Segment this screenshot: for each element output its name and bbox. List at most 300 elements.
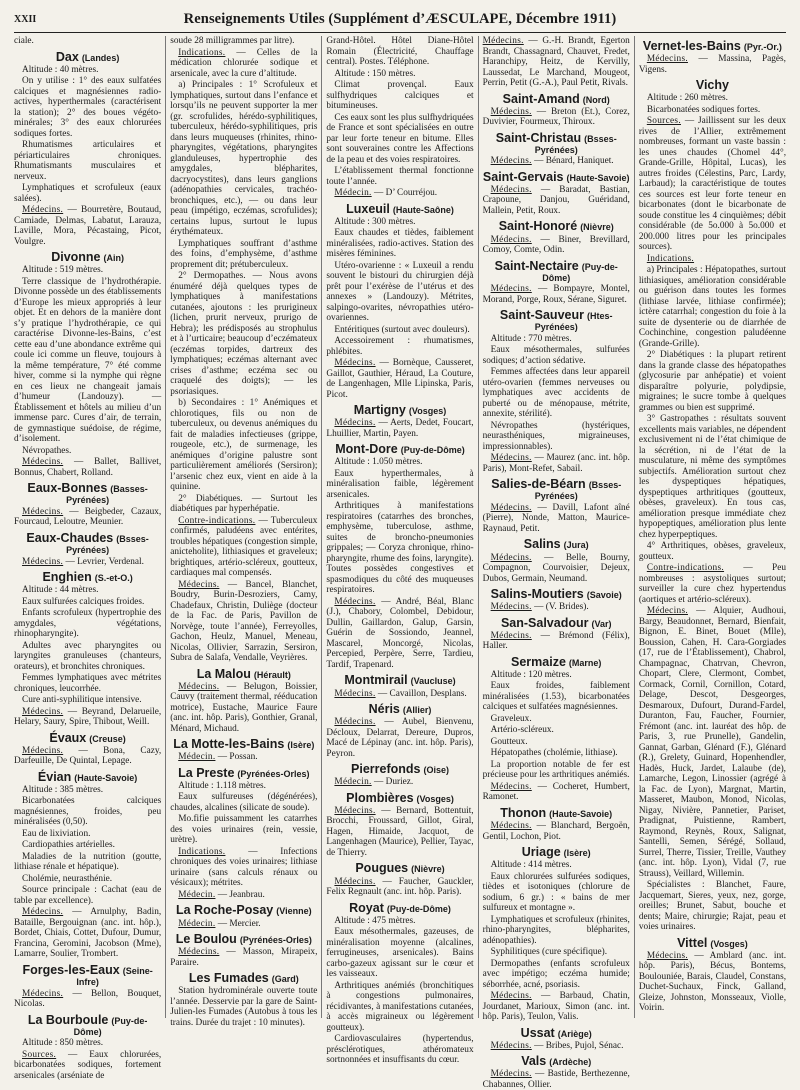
resort-name: Divonne xyxy=(51,250,101,265)
entry-paragraph xyxy=(483,947,630,958)
resort-entry xyxy=(170,766,317,901)
paragraph-text: — Bompayre, Montel, Morand, Porge, Roux, Sérane, Siguret. xyxy=(482,284,630,305)
entry-paragraph xyxy=(326,418,473,439)
resort-heading xyxy=(14,531,161,556)
paragraph-text: Eaux chlorurées sulfurées sodiques, tièdes et isotoniques (chlorure de sodium, 6 gr.) : « bains de mer sulfureux et montagne ». xyxy=(482,871,630,914)
entry-paragraph xyxy=(483,915,630,947)
entry-paragraph xyxy=(639,951,786,1014)
entry-paragraph xyxy=(483,107,630,128)
paragraph-text: — Mercier. xyxy=(217,918,261,929)
paragraph-text: Altitude : 300 mètres. xyxy=(334,216,416,227)
entry-paragraph xyxy=(14,76,161,139)
resort-heading xyxy=(14,963,161,988)
entry-paragraph xyxy=(14,140,161,182)
section-label: Médecins. xyxy=(646,950,688,961)
paragraph-text: Cardiovasculaires (hypertendus, présclérotiques, athéromateux sortnonnées et insuffisants du cœur. xyxy=(326,1034,474,1066)
entry-paragraph xyxy=(14,277,161,445)
entry-paragraph xyxy=(483,959,630,991)
paragraph-text: — Celles de la médication chlorurée sodique et arsenicale, avec la cure d’altitude. xyxy=(170,47,318,79)
entry-paragraph xyxy=(170,986,317,1028)
entry-paragraph xyxy=(170,814,317,846)
section-label: Médecins. xyxy=(22,205,64,216)
entry-paragraph xyxy=(14,673,161,694)
resort-name: Saint-Sauveur xyxy=(499,308,584,323)
resort-region: (Marne) xyxy=(568,657,602,668)
section-label: Médecins. xyxy=(490,781,532,792)
entry-paragraph xyxy=(483,185,630,217)
resort-entry xyxy=(14,250,161,478)
resort-name: Mont-Dore xyxy=(335,442,398,457)
paragraph-text: Altitude : 260 mètres. xyxy=(646,93,728,104)
paragraph-text: Artério-scléreux. xyxy=(490,725,554,736)
entry-paragraph xyxy=(639,541,786,562)
paragraph-text: — Arnulphy, Badin, Bataille, Bergouignan (anc. int. hôp.), Bordet, Chiais, Cottet, Dufour, Dumur, Francina, Geromini, Jacobson (Mme), Lamarre, Soulier, Trombert. xyxy=(14,907,162,960)
entry-paragraph xyxy=(170,80,317,238)
section-label: Médecins. xyxy=(490,552,532,563)
entry-paragraph xyxy=(14,183,161,204)
paragraph-text: Altitude : 475 mètres. xyxy=(334,915,416,926)
paragraph-text: 2° Diabétiques : la plupart retirent dans la grande classe des hépatopathes (glycosurie par anhépatie) et voient disparaître polyurie, polydipsie, migraines; le sucre tombe à quelques grammes ou bien est supprimé. xyxy=(638,350,787,413)
paragraph-text: Altitude : 1.118 mètres. xyxy=(178,780,266,791)
paragraph-text: Entéritiques (surtout avec douleurs). xyxy=(334,324,470,335)
paragraph-text: Altitude : 120 mètres. xyxy=(490,669,572,680)
resort-heading xyxy=(170,932,317,946)
paragraph-text: Graveleux. xyxy=(490,713,532,724)
resort-entry xyxy=(14,36,161,47)
entry-paragraph xyxy=(326,113,473,166)
resort-name: Thonon xyxy=(500,805,547,820)
entry-paragraph xyxy=(483,737,630,748)
paragraph-text: — Beigbeder, Cazaux, Fourcaud, Leloutre, Meunier. xyxy=(14,506,162,528)
paragraph-text: — G.-H. Brandt, Egerton Brandt, Chassagnard, Chauvet, Fredet, Haranchipy, Heitz, de Kervilly, Laussedat, Le Marchand, Mougeot, Perrin, Petit (G.-A.), Paul Petit, Rivals. xyxy=(482,36,630,88)
resort-name: Le Boulou xyxy=(175,932,237,946)
section-label: Médecins. xyxy=(482,36,524,46)
paragraph-text: Névropathes (hystériques, neurasthéniques, migraineuses, impressionnables). xyxy=(482,420,630,452)
resort-name: La Malou xyxy=(196,666,251,681)
resort-name: Uriage xyxy=(521,845,561,859)
entry-paragraph xyxy=(483,367,630,420)
entry-paragraph xyxy=(326,777,473,788)
paragraph-text: Accessoirement : rhumatismes, phlébites. xyxy=(326,336,474,357)
entry-paragraph xyxy=(326,469,473,501)
entry-paragraph xyxy=(483,1041,630,1052)
resort-region: (Isère) xyxy=(287,740,315,751)
resort-region: (Ariège) xyxy=(557,1028,592,1039)
resort-entry xyxy=(326,702,473,759)
resort-entry xyxy=(326,202,473,401)
entry-paragraph xyxy=(170,271,317,397)
resort-entry xyxy=(483,219,630,255)
paragraph-text: — Tuberculeux confirmés, paludéens avec entérites, troubles hépatiques (congestion simple, anicteholite), lithiasiques et graveleux; brightiques, artério-scléreux, goutteux, cardiaques mal compensés. xyxy=(170,515,318,578)
page-number: XXII xyxy=(14,13,37,25)
resort-name: Saint-Christau xyxy=(495,130,582,145)
entry-paragraph xyxy=(14,608,161,640)
paragraph-text: Bicarbonatées calciques magnésiennes, froides, peu minéralisées (0,50). xyxy=(14,796,162,828)
entry-paragraph xyxy=(14,874,161,885)
section-label: Médecins. xyxy=(490,106,532,117)
paragraph-text: — Bénard, Haniquet. xyxy=(534,156,614,167)
paragraph-text: Altitude : 519 mètres. xyxy=(22,265,104,276)
resort-heading xyxy=(14,1013,161,1038)
section-label: Médecins. xyxy=(334,596,376,607)
resort-entry xyxy=(483,806,630,842)
section-label: Médecins. xyxy=(490,630,532,641)
resort-entry xyxy=(483,655,630,803)
resort-name: Salins xyxy=(523,537,561,552)
paragraph-text: — Ballet, Ballivet, Bonnus, Chabert, Rolland. xyxy=(14,457,162,478)
entry-paragraph xyxy=(14,585,161,596)
paragraph-text: — Duriez. xyxy=(373,777,414,788)
resort-name: Ussat xyxy=(520,1025,555,1040)
entry-paragraph xyxy=(14,840,161,851)
entry-paragraph xyxy=(170,682,317,735)
paragraph-text: Altitude : 385 mètres. xyxy=(22,784,104,795)
paragraph-text: Cholémie, neurasthénie. xyxy=(22,873,113,884)
resort-region: (Gard) xyxy=(271,974,299,985)
entry-paragraph xyxy=(326,228,473,260)
paragraph-text: b) Secondaires : 1° Anémiques et chlorotiques, fils ou non de tuberculeux, ou devenus anémiques du fait de maladies infectieuses (grippe, rougeole, etc.), de surmenage, les anémiques d’origine palustre sont particulièrement améliorés (Sersiron); l’arsenic chez eux, vient en aide à la quinine. xyxy=(170,398,318,492)
entry-paragraph xyxy=(326,261,473,324)
paragraph-text: — Massina, Pagès, Vigens. xyxy=(638,54,787,75)
section-label: Médecins. xyxy=(178,947,220,958)
paragraph-text: Spécialistes : Blanchet, Faure, Jacquemart, Sieres, yeux, nez, gorge, oreilles; Brunet, Sabut, bouche et dents; Maire, chirurgie; Rajat, peau et voies urinaires. xyxy=(638,880,787,933)
paragraph-text: Altitude : 414 mètres. xyxy=(490,860,572,871)
entry-paragraph xyxy=(483,760,630,781)
entry-paragraph xyxy=(483,156,630,167)
paragraph-text: — Eaux chlorurées, bicarbonatées sodiques, fortement arsenicales (arséniate de xyxy=(14,1049,162,1081)
paragraph-text: — Beyrand, Delarueile, Helary, Saury, Spire, Thibout, Weill. xyxy=(14,706,162,728)
section-label: Médecins. xyxy=(646,606,688,617)
section-label: Médecins. xyxy=(490,234,532,245)
resort-heading xyxy=(483,92,630,106)
resort-name: La Motte-les-Bains xyxy=(173,737,285,752)
resort-entry xyxy=(326,442,473,670)
resort-name: La Roche-Posay xyxy=(176,903,274,918)
resort-entry xyxy=(483,308,630,474)
paragraph-text: — Bellon, Bouquet, Nicolas. xyxy=(14,988,162,1009)
entry-paragraph xyxy=(170,494,317,515)
section-label: Médecins. xyxy=(490,502,532,513)
section-label: Médecins. xyxy=(490,1069,532,1080)
paragraph-text: — Bancel, Blanchet, Boudry, Burin-Desroziers, Camy, Chadefaux, Christin, Duliège (docteur de la Fac. de Paris, Pavillon de Norvège, toute l’année), Ferreyolles, Gachon, Heulz, Manuel, Meneau, Nicolas, Ollivier, Sarrazin, Sersiron, Subra de Salafa, Vendalle, Veyrières. xyxy=(170,579,318,663)
entry-paragraph xyxy=(326,80,473,112)
resort-entry xyxy=(14,1013,161,1082)
resort-heading xyxy=(639,39,786,53)
resort-entry xyxy=(14,963,161,1010)
paragraph-text: — Bourretère, Boutaud, Camiade, Delmas, Labatut, Larauza, Laville, Mora, Pécastaing, Picot, Voulgre. xyxy=(14,205,162,247)
entry-paragraph xyxy=(326,806,473,859)
section-label: Médecins. xyxy=(490,991,532,1002)
paragraph-text: 2° Diabétiques. — Surtout les diabétiques par hyperhépatie. xyxy=(170,493,318,514)
resort-name: Salins-Moutiers xyxy=(490,587,584,601)
entry-paragraph xyxy=(170,847,317,889)
resort-entry xyxy=(14,531,161,567)
resort-name: Martigny xyxy=(353,403,406,418)
resort-entry xyxy=(170,667,317,735)
section-label: Médecins. xyxy=(22,907,64,918)
paragraph-text: — Faucher, Gauckler, Felix Regnault (anc. int. hôp. Paris). xyxy=(326,876,474,897)
paragraph-text: Station hydrominérale ouverte toute l’année. Desservie par la gare de Saint-Julien-les Fumades (Autobus à tous les trains. Durée du trajet : 10 minutes). xyxy=(170,986,318,1028)
resort-name: Eaux-Bonnes xyxy=(27,481,108,496)
resort-entry xyxy=(326,403,473,439)
section-label: Médecins. xyxy=(490,821,532,831)
resort-heading xyxy=(14,250,161,264)
resort-heading xyxy=(326,403,473,417)
paragraph-text: a) Principales : Hépatopathes, surtout lithiasiques, amélioration considérable ou guérison dans toutes les formes (lithiase larvée, lithiase confirmée); ictère catarrhal; congestion du foie à la suite de dysenterie ou de diarrhée de Cochinchine, congestion paludéenne (Grande-Grille). xyxy=(638,265,787,349)
entry-paragraph xyxy=(483,872,630,914)
resort-heading xyxy=(170,903,317,917)
entry-paragraph xyxy=(170,398,317,493)
resort-entry xyxy=(14,50,161,248)
resort-region: (Oise) xyxy=(423,765,449,776)
paragraph-text: 3° Gastropathes : résultats souvent excellents mais variables, ne dépendent exclusivement ni de l’état chimique de la sécrétion, ni de l’état de la musculature, ni même des symptômes subjectifs. Amélioration surtout chez les dyspeptiques hépatiques, dyspeptiques arthritiques (goutteux, obèses, graveleux). En tous cas, amélioration presque immédiate chez hypopeptiques, amélioration plus lente chez hyperpeptiques. xyxy=(638,414,787,540)
resort-heading xyxy=(483,170,630,184)
paragraph-text: — Bernard, Bottentuit, Brocchi, Froussard, Gillot, Giral, Hagen, Himaide, Jacquot, de Langenhagen (Maurice), Pellier, Tayac, de Thierry. xyxy=(326,805,474,858)
paragraph-text: — Bastide, Berthezenne, Chabannes, Ollier. xyxy=(482,1069,630,1090)
resort-entry xyxy=(483,170,630,217)
paragraph-text: — (V. Brides). xyxy=(534,602,589,613)
resort-name: San-Salvadour xyxy=(500,615,589,630)
entry-paragraph xyxy=(170,792,317,813)
resort-region: (Htes-Pyrénées) xyxy=(534,311,613,333)
section-label: Médecins. xyxy=(490,284,532,295)
entry-paragraph xyxy=(639,116,786,253)
resort-heading xyxy=(326,861,473,875)
entry-paragraph xyxy=(483,553,630,585)
entry-paragraph xyxy=(14,597,161,608)
paragraph-text: — Levrier, Verdenal. xyxy=(65,556,144,567)
entry-paragraph xyxy=(170,36,317,47)
resort-region: (Ardèche) xyxy=(549,1057,592,1068)
entry-paragraph xyxy=(170,239,317,271)
resort-region: (Pyrénées-Orles) xyxy=(237,768,310,779)
resort-region: (Bsses-Pyrénées) xyxy=(534,480,622,502)
resort-entry xyxy=(639,39,786,75)
entry-paragraph xyxy=(483,334,630,345)
entry-paragraph xyxy=(14,746,161,767)
paragraph-text: 2° Dermopathes. — Nous avons énuméré déjà quelques types de lymphatiques à manifestations cutanées, ajoutons : les prurigineux (lichen, prurit nerveux, prurigo de Hebra); les prédisposés au strophulus et à l’urticaire; beaucoup d’eczémateux (eczémas torpides, dartreux des lymphatiques; eczémas alternant avec crises d’asthme; eczéma sec ou craquelé des doigts); — les psoriasiques. xyxy=(170,271,318,397)
resort-name: Enghien xyxy=(42,570,92,584)
resort-region: (Hérault) xyxy=(253,669,291,680)
paragraph-text: Eau de lixiviation. xyxy=(22,828,91,839)
entry-paragraph xyxy=(326,166,473,187)
section-label: Médecins. xyxy=(490,184,532,195)
resort-heading xyxy=(483,616,630,630)
resort-entry xyxy=(483,259,630,306)
entry-paragraph xyxy=(639,563,786,605)
entry-paragraph xyxy=(14,557,161,568)
resort-region: (Pyrénées-Orles) xyxy=(239,935,312,945)
paragraph-text: Climat provençal. Eaux sulfhydriques calciques et bitumineuses. xyxy=(326,80,474,111)
paragraph-text: Eaux hyperthermales, à minéralisation faible, légèrement arsenicales. xyxy=(326,468,474,500)
paragraph-text: — Amblard (anc. int. hôp. Paris), Bécus, Bontems, Boulouniée, Barais, Claudel, Constans, Duchet-Suchaux, Finck, Galland, Gleize, Johnston, Monsseaux, Violle, Voirin. xyxy=(638,950,787,1014)
entry-paragraph xyxy=(170,48,317,80)
paragraph-text: Lymphatiques et scrofuleux (rhinites, rhino-pharyngites, blépharites, adénopathies). xyxy=(482,914,630,946)
resort-heading xyxy=(326,702,473,716)
paragraph-text: — Aubel, Bienvenu, Décloux, Delarrat, Dereure, Dupros, Macé de Lépinay (anc. int. hôp. Paris), Peyron. xyxy=(326,717,474,759)
entry-paragraph xyxy=(14,457,161,478)
resort-region: (Puy-de-Dôme) xyxy=(73,1015,148,1037)
paragraph-text: Utéro-ovarienne : « Luxeuil a rendu souvent le bistouri du chirurgien déjà prêt pour l’exérèse de l’utérus et des annexes » (Landouzy). Métrites, salpingo-ovarites, névropathies utéro-ovariennes. xyxy=(326,260,474,324)
resort-region: (Vienne) xyxy=(276,906,312,917)
entry-paragraph xyxy=(483,235,630,256)
paragraph-text: Enfants scrofuleux (hypertrophie des amygdales, végétations, rhinopharyngite). xyxy=(14,608,162,640)
resort-region: (Puy-de-Dôme) xyxy=(542,261,618,283)
entry-paragraph xyxy=(326,36,473,68)
entry-paragraph xyxy=(326,1034,473,1066)
resort-name: Plombières xyxy=(346,790,414,805)
resort-region: (Allier) xyxy=(402,705,432,715)
running-header xyxy=(14,6,786,33)
resort-name: Eaux-Chaudes xyxy=(26,530,114,545)
paragraph-text: — Infections chroniques des voies urinaires; lithiase urinaire (sans calculs rénaux ou vésicaux); métrites. xyxy=(170,846,318,889)
resort-region: (Haute-Savoie) xyxy=(566,172,630,183)
entry-paragraph xyxy=(14,829,161,840)
entry-paragraph xyxy=(326,217,473,228)
resort-entry xyxy=(14,570,161,728)
entry-paragraph xyxy=(14,265,161,276)
entry-paragraph xyxy=(483,670,630,681)
entry-paragraph xyxy=(483,284,630,305)
resort-entry xyxy=(326,673,473,699)
column-1 xyxy=(10,36,166,1081)
section-label: Sources. xyxy=(22,1049,57,1060)
resort-heading xyxy=(483,219,630,233)
entry-paragraph xyxy=(170,947,317,968)
resort-region: (S.-et-O.) xyxy=(94,573,133,583)
section-label: Médecins. xyxy=(22,988,64,999)
section-label: Médecins. xyxy=(490,602,532,613)
paragraph-text: — Blanchard, Bergoën, Gentil, Lochon, Piot. xyxy=(482,821,630,842)
resort-region: (Pyr.-Or.) xyxy=(743,42,782,52)
column-2 xyxy=(166,36,322,1028)
resort-entry xyxy=(483,131,630,167)
entry-paragraph xyxy=(326,877,473,898)
entry-paragraph xyxy=(639,265,786,349)
entry-paragraph xyxy=(639,54,786,75)
resort-heading xyxy=(14,481,161,506)
entry-paragraph xyxy=(326,717,473,759)
resort-heading xyxy=(483,308,630,333)
resort-entry xyxy=(170,971,317,1028)
entry-paragraph xyxy=(483,860,630,871)
entry-paragraph xyxy=(326,69,473,80)
resort-heading xyxy=(483,259,630,284)
entry-paragraph xyxy=(639,606,786,879)
paragraph-text: Altitude : 40 mètres. xyxy=(22,64,99,75)
entry-paragraph xyxy=(14,907,161,960)
paragraph-text: Grand-Hôtel. Hôtel Diane-Hôtel Romain (Électricité, Chauffage central). Postes. Téléphone. xyxy=(326,36,474,67)
paragraph-text: Altitude : 770 mètres. xyxy=(490,333,572,344)
resort-name: Les Fumades xyxy=(188,971,269,986)
entry-paragraph xyxy=(170,919,317,930)
resort-region: (Nièvre) xyxy=(411,864,445,875)
paragraph-text: Eaux sulfurées calciques froides. xyxy=(22,596,145,607)
paragraph-text: — Cocheret, Humbert, Ramonet. xyxy=(482,781,630,803)
entry-paragraph xyxy=(483,991,630,1023)
resort-heading xyxy=(14,731,161,745)
paragraph-text: Lymphatiques souffrant d’asthme des foins, d’emphysème, d’asthme proprement dit; prétuberculeux. xyxy=(170,238,318,270)
paragraph-text: 4° Arthritiques, obèses, graveleux, goutteux. xyxy=(638,541,787,562)
resort-region: (Haute-Savoie) xyxy=(549,808,613,819)
paragraph-text: — Belugon, Boissier, Cauvy (traitement thermal, rééducation motrice), Eustache, Maurice Faure (anc. int. hôp. Paris), Gonthier, Granal, Ménard, Michaud. xyxy=(170,681,318,734)
paragraph-text: — Davill, Lafont aîné (Pierre), Nonde, Matton, Maurice-Raynaud, Petit. xyxy=(482,502,630,534)
resort-region: (Vosges) xyxy=(710,938,748,949)
entry-paragraph xyxy=(14,852,161,873)
resort-heading xyxy=(483,1054,630,1068)
entry-paragraph xyxy=(14,36,161,47)
section-label: Médecins. xyxy=(22,506,64,517)
resort-name: Évaux xyxy=(49,730,87,745)
paragraph-text: Ces eaux sont les plus sulfhydriquées de France et sont spécialisées en outre par leur forte teneur en bitume. Elles sont souveraines contre les Affections de la peau et des voies respiratoires. xyxy=(326,112,474,165)
resort-name: Évian xyxy=(37,769,72,784)
paragraph-text: — Alquier, Audhoui, Bargy, Beaudonnet, Bernard, Bienfait, Bignon, E. Binet, Bouet (Mlle), Boussion, Cahen, H. Cara-Gorgiades (17, rue de l’Établissement), Chabrol, Champagnac, Chatrvan, Chevron, Chopart, Clere, Clermont, Combet, Cormack, Cornil, Cornillon, Cotard, Delage, Descot, Desgeorges, Desmaroux, Dufourt, Durand-Fardel, Duranton, Fau, Faucher, Fournier, Frémont (anc. int. lauréat des hôp. de Paris, 3, rue Prunelle), Gandelin, Gannat, Garban, Glénard (F.), Glénard (R.), Grelety, Guinard, Hopenhendler, Hadès, Huck, Jardet, Lalaube (de), Lamarche, Legon, Linossier (agrégé à la Fac. de Lyon), Margnat, Martin, Masseret, Maubon, Monod, Nicolas, Nigay, Nivière, Pannetier, Pariset, Pradignat, Puistienne, Rambert, Raymond, Reynès, Roux, Salignat, Santelli, Semen, Sérégé, Sollaud, Surrel, Therre, Tissier, Treille, Vauthey (anc. int. hôp. Lyon), Vidal (7, rue Strauss), Veillard, Willemin. xyxy=(638,606,787,879)
entry-paragraph xyxy=(14,707,161,728)
paragraph-text: Syphilitiques (cure spécifique). xyxy=(490,947,608,958)
entry-paragraph xyxy=(639,254,786,265)
resort-name: Sermaize xyxy=(511,654,566,669)
paragraph-text: ciale. xyxy=(14,36,34,46)
resort-heading xyxy=(14,570,161,584)
resort-heading xyxy=(326,762,473,776)
resort-heading xyxy=(483,1026,630,1040)
resort-name: Saint-Honoré xyxy=(498,219,578,234)
resort-name: Forges-les-Eaux xyxy=(22,962,120,977)
resort-heading xyxy=(483,131,630,156)
paragraph-text: — Belle, Bourny, Compagnon, Courvoisier, Dejeux, Dubos, Germain, Neumand. xyxy=(482,552,630,584)
resort-region: (Seine-Infre) xyxy=(76,965,153,987)
section-label: Médecin. xyxy=(178,918,216,929)
resort-name: Pierrefonds xyxy=(351,762,421,777)
entry-paragraph xyxy=(326,689,473,700)
section-label: Indications. xyxy=(178,47,226,58)
paragraph-text: Eaux mésothermales, sulfurées sodiques; d’action sédative. xyxy=(482,345,630,366)
entry-paragraph xyxy=(483,782,630,803)
column-4 xyxy=(479,36,635,1090)
resort-region: (Var) xyxy=(591,618,612,629)
entry-paragraph xyxy=(326,325,473,336)
section-label: Médecins. xyxy=(334,805,376,816)
resort-entry xyxy=(639,78,786,933)
entry-paragraph xyxy=(170,580,317,664)
resort-name: Néris xyxy=(368,702,400,716)
resort-entry xyxy=(170,737,317,763)
resort-entry xyxy=(483,845,630,1023)
entry-paragraph xyxy=(170,890,317,901)
resort-region: (Vosges) xyxy=(416,793,454,804)
paragraph-text: Femmes affectées dans leur appareil utéro-ovarien (femmes nerveuses ou lymphatiques avec accidents de puberté ou de ménopause, métrite, annexite, stérilité). xyxy=(482,367,630,420)
resort-heading xyxy=(483,587,630,601)
resort-region: (Jura) xyxy=(563,540,589,551)
paragraph-text: Arthritiques à manifestations respiratoires (catarrhes des bronches, emphysème, tuberculose, asthme, suites de broncho-pneumonies grippales; — Coryza chronique, rhino-pharyngite, rhume des foins, laryngite). Toutes possèdes congestives et spasmodiques du côté des muqueuses respiratoires. xyxy=(326,501,474,596)
paragraph-text: Rhumatismes articulaires et périarticulaires chroniques. Rhumatismants musculaires et nerveux. xyxy=(14,140,162,182)
paragraph-text: Goutteux. xyxy=(490,736,528,747)
resort-entry xyxy=(14,481,161,528)
entry-paragraph xyxy=(483,36,630,89)
section-label: Contre-indications. xyxy=(646,563,725,574)
resort-region: (Savoie) xyxy=(586,590,622,600)
section-label: Médecins. xyxy=(22,706,64,717)
resort-region: (Creuse) xyxy=(89,733,126,744)
paragraph-text: — D’ Courréjou. xyxy=(373,188,438,198)
resort-heading xyxy=(14,770,161,784)
paragraph-text: — Barbaud, Chatin, Jourdanet, Marioux, Simon (anc. int. hôp. Paris), Teulon, Valis. xyxy=(482,991,630,1023)
entry-paragraph xyxy=(326,916,473,927)
entry-paragraph xyxy=(326,597,473,671)
resort-heading xyxy=(326,791,473,805)
resort-name: Vals xyxy=(521,1054,547,1069)
section-label: Contre-indications. xyxy=(178,515,256,526)
